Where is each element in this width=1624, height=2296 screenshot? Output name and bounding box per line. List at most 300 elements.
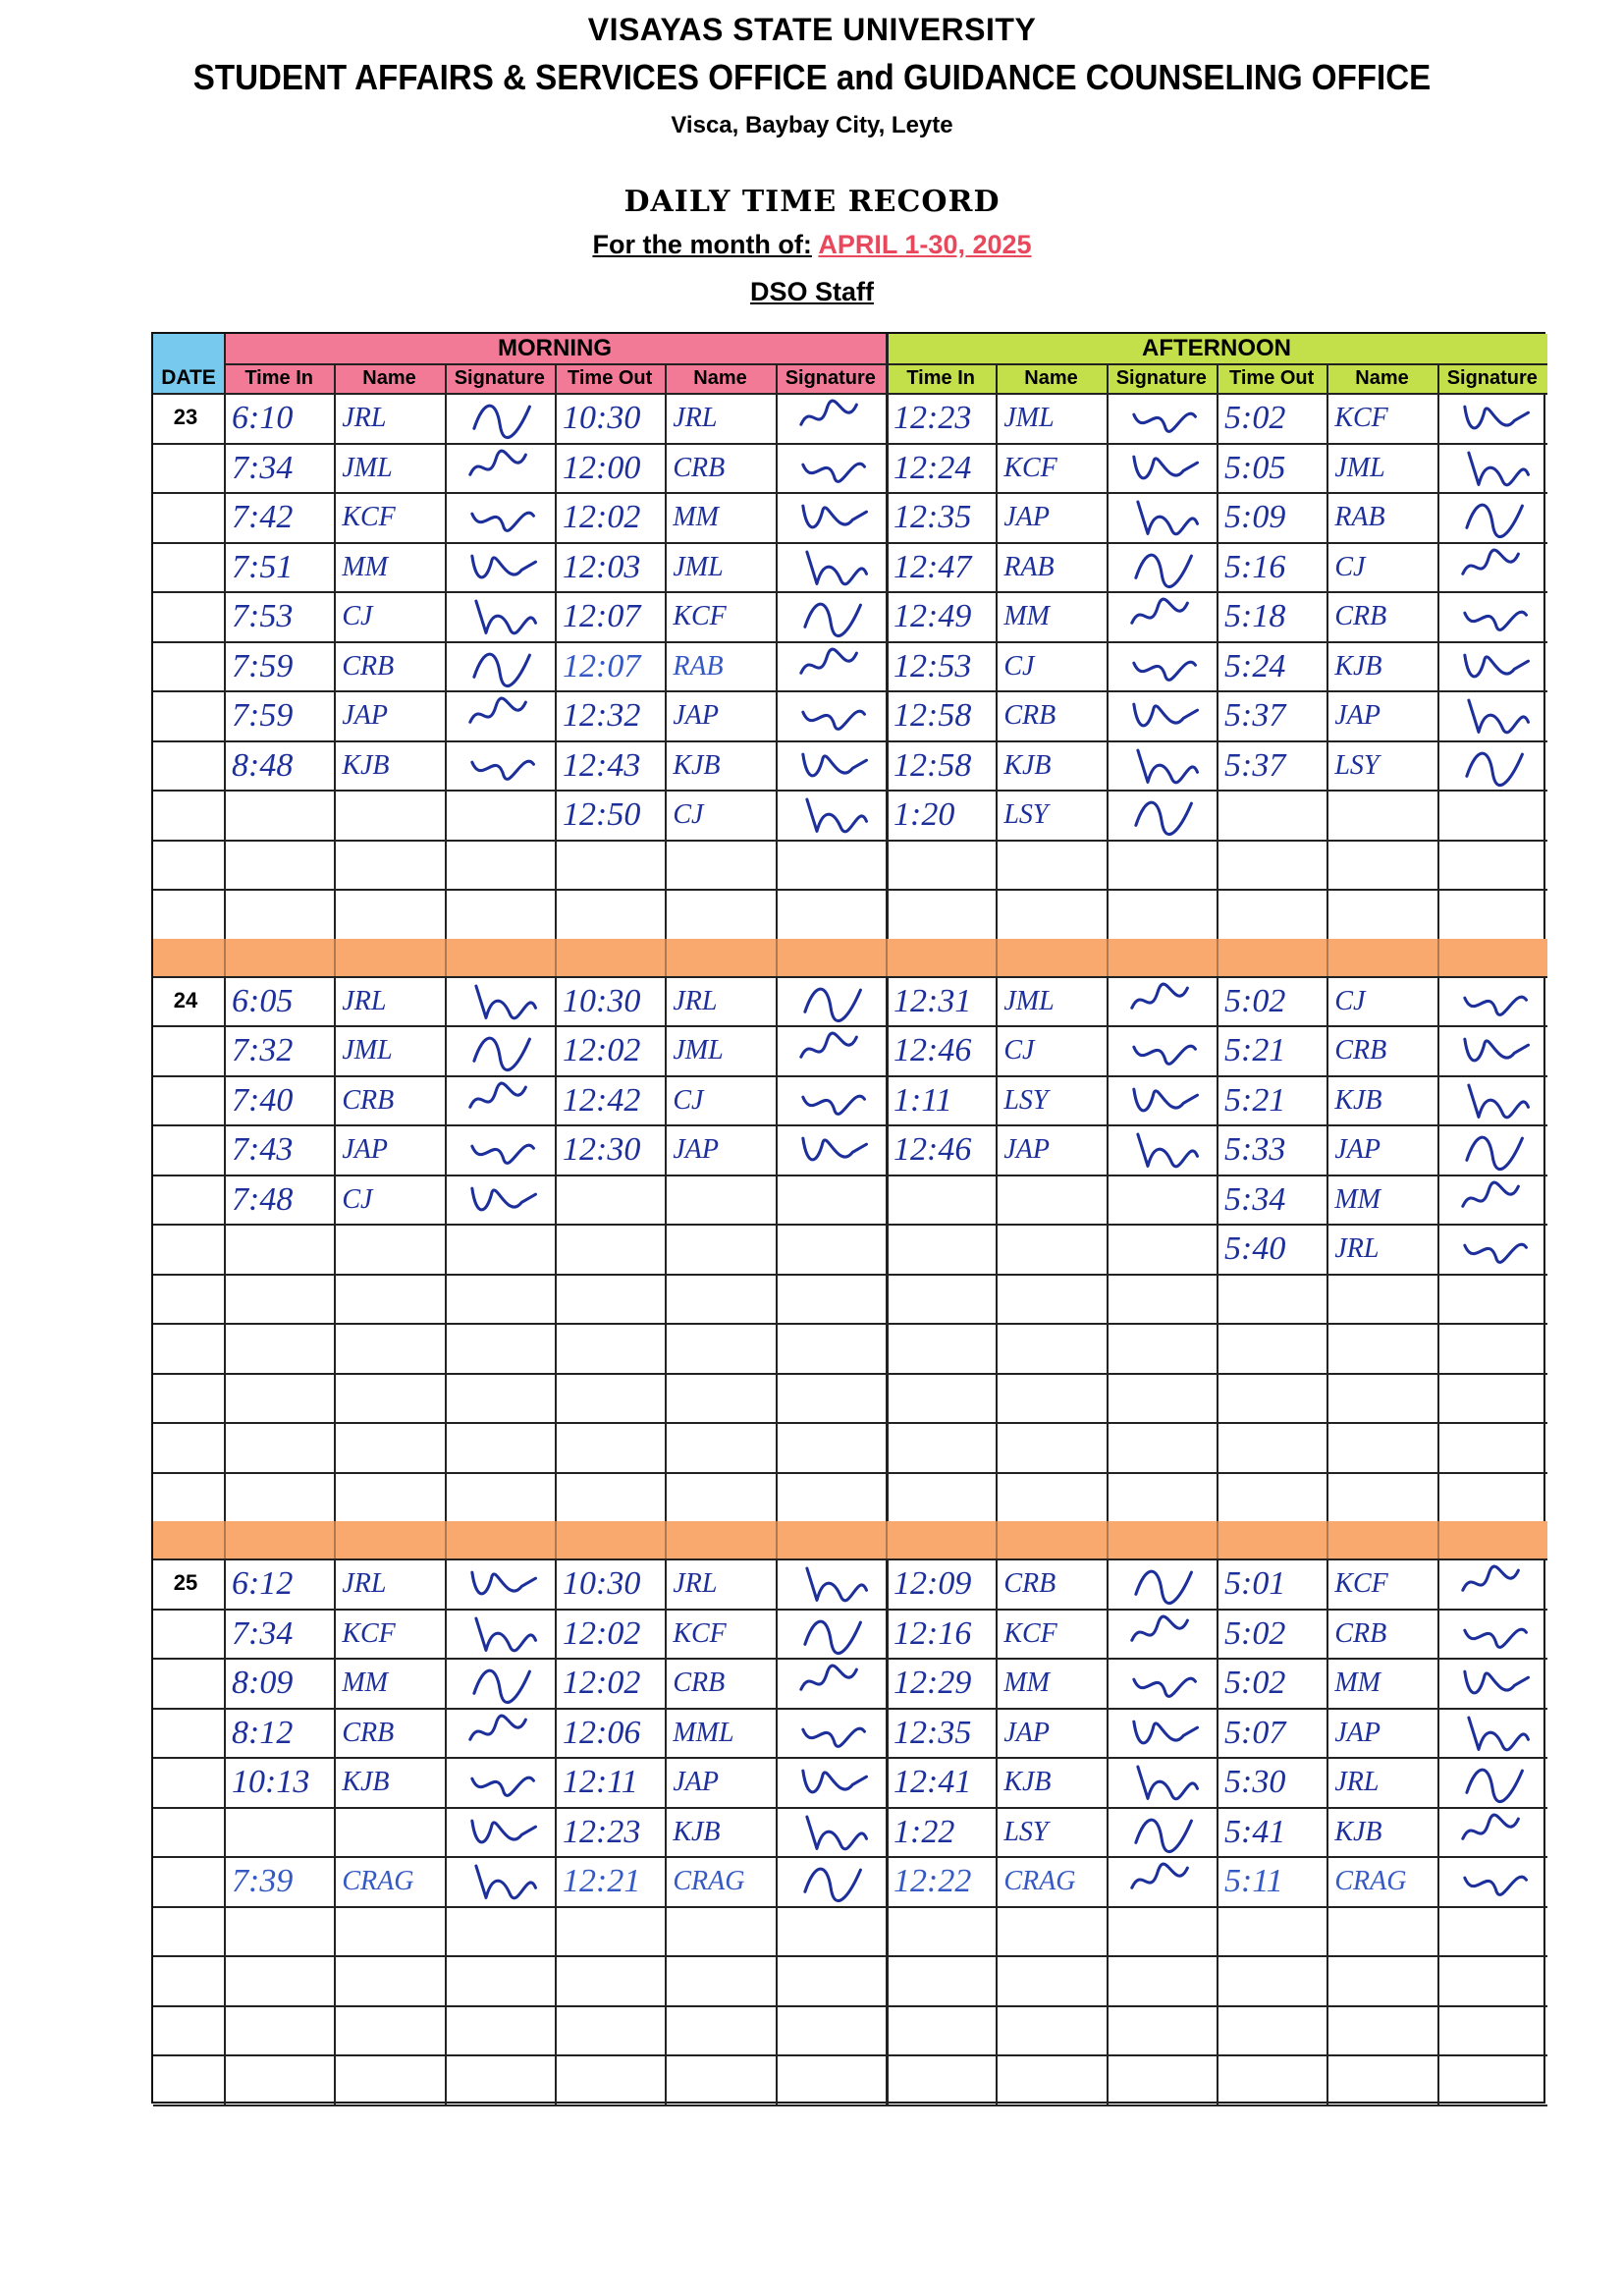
name-cell: CRAG <box>1334 1866 1407 1896</box>
column-header-4: Time Out <box>568 367 653 389</box>
time-cell: 7:40 <box>232 1081 294 1119</box>
name-cell: MM <box>1003 601 1050 631</box>
signature-mark <box>449 395 559 445</box>
name-cell: JRL <box>342 1568 387 1599</box>
name-cell: KCF <box>673 1617 727 1649</box>
time-cell: 5:16 <box>1224 548 1286 585</box>
signature-mark <box>780 445 890 495</box>
time-cell: 12:46 <box>893 1032 972 1068</box>
date-label: 23 <box>173 405 198 429</box>
name-cell: KJB <box>1003 1767 1052 1797</box>
name-cell: CJ <box>673 1084 704 1116</box>
name-cell: JRL <box>673 985 718 1016</box>
time-cell: 12:00 <box>563 449 641 486</box>
column-rule <box>886 976 889 1522</box>
date-label: 24 <box>173 987 198 1012</box>
signature-mark <box>780 593 890 643</box>
signature-mark <box>449 1027 559 1077</box>
signature-mark <box>1441 1560 1551 1611</box>
name-cell: LSY <box>1003 1084 1049 1116</box>
header-column-rule <box>665 363 667 393</box>
time-cell: 12:23 <box>893 400 972 436</box>
name-cell: CRB <box>1003 1568 1056 1599</box>
time-cell: 12:02 <box>563 499 641 535</box>
signature-mark <box>780 692 890 742</box>
name-cell: LSY <box>1334 749 1380 781</box>
column-header-6: Signature <box>785 367 876 389</box>
time-cell: 10:30 <box>563 982 641 1019</box>
time-cell: 7:32 <box>232 1032 294 1068</box>
time-cell: 5:30 <box>1224 1764 1286 1800</box>
column-header-8: Name <box>1024 367 1078 389</box>
signature-mark <box>780 742 890 793</box>
time-cell: 8:48 <box>232 746 294 784</box>
column-rule <box>1326 393 1328 939</box>
date-column-rule <box>224 976 226 1522</box>
signature-mark <box>449 643 559 693</box>
separator-rule <box>445 1521 447 1558</box>
time-cell: 12:49 <box>893 598 972 634</box>
time-cell: 7:34 <box>232 449 294 486</box>
column-rule <box>1437 976 1439 1522</box>
signature-mark <box>1110 792 1220 842</box>
signature-mark <box>1441 1126 1551 1176</box>
time-cell: 12:22 <box>893 1863 972 1899</box>
signature-mark <box>780 1126 890 1176</box>
name-cell: JML <box>342 1035 393 1066</box>
signature-mark <box>1441 1176 1551 1227</box>
name-cell: CRB <box>1334 601 1387 631</box>
signature-mark <box>1110 1611 1220 1661</box>
signature-mark <box>1441 1027 1551 1077</box>
signature-mark <box>1441 494 1551 544</box>
name-cell: CRAG <box>673 1866 745 1896</box>
name-cell: KCF <box>1334 403 1388 433</box>
date-label: 25 <box>173 1570 198 1595</box>
separator-rule <box>886 1521 888 1558</box>
header-column-rule <box>1437 363 1439 393</box>
time-cell: 10:13 <box>232 1764 310 1800</box>
time-cell: 5:18 <box>1224 598 1286 634</box>
date-column-header: DATE <box>161 366 216 389</box>
column-rule <box>665 976 667 1522</box>
time-cell: 5:37 <box>1224 697 1286 734</box>
signature-mark <box>1441 1077 1551 1127</box>
header-column-rule <box>886 334 889 393</box>
name-cell: JRL <box>673 403 718 433</box>
name-cell: KJB <box>1334 1816 1382 1847</box>
column-rule <box>886 1558 889 2105</box>
name-cell: CRB <box>1334 1617 1387 1649</box>
signature-mark <box>780 1611 890 1661</box>
signature-mark <box>1110 593 1220 643</box>
month-line <box>0 230 1624 260</box>
name-cell: KJB <box>342 1767 390 1797</box>
time-cell: 5:21 <box>1224 1032 1286 1068</box>
time-cell: 7:39 <box>232 1863 294 1899</box>
time-cell: 12:41 <box>893 1764 972 1800</box>
time-cell: 7:51 <box>232 548 294 585</box>
name-cell: JAP <box>1003 1717 1050 1748</box>
separator-rule <box>224 1521 226 1558</box>
signature-mark <box>449 1710 559 1760</box>
name-cell: KJB <box>673 749 721 781</box>
header-column-rule <box>776 363 778 393</box>
time-cell: 12:47 <box>893 548 972 585</box>
signature-mark <box>780 1710 890 1760</box>
row-rule <box>153 2105 1547 2106</box>
time-cell: 12:02 <box>563 1614 641 1652</box>
name-cell: LSY <box>1003 799 1049 830</box>
signature-mark <box>1441 643 1551 693</box>
month-label: For the month of: <box>592 230 812 259</box>
time-cell: 6:12 <box>232 1565 294 1602</box>
separator-rule <box>665 939 667 976</box>
signature-mark <box>449 1126 559 1176</box>
column-rule <box>334 976 336 1522</box>
name-cell: CRAG <box>342 1866 414 1896</box>
name-cell: MM <box>1334 1183 1380 1215</box>
separator-rule <box>334 939 336 976</box>
time-cell: 5:11 <box>1224 1863 1283 1899</box>
signature-mark <box>1110 1858 1220 1908</box>
time-cell: 8:12 <box>232 1714 294 1751</box>
signature-mark <box>780 1809 890 1859</box>
column-header-12: Signature <box>1446 367 1538 389</box>
header-column-rule <box>445 363 447 393</box>
name-cell: CJ <box>342 601 373 631</box>
column-header-9: Signature <box>1115 367 1207 389</box>
date-column-rule <box>224 1558 226 2105</box>
header-column-rule <box>555 363 557 393</box>
name-cell: CRB <box>342 650 395 682</box>
time-cell: 12:30 <box>563 1131 641 1168</box>
column-rule <box>445 976 447 1522</box>
university-name: VISAYAS STATE UNIVERSITY <box>587 12 1037 47</box>
time-cell: 5:34 <box>1224 1180 1286 1218</box>
column-rule <box>555 393 557 939</box>
table-row <box>153 840 1547 890</box>
table-row <box>153 2054 1547 2105</box>
signature-mark <box>449 494 559 544</box>
time-cell: 12:35 <box>893 499 972 535</box>
name-cell: CRB <box>342 1084 395 1116</box>
name-cell: MML <box>673 1717 734 1748</box>
time-cell: 12:06 <box>563 1714 641 1751</box>
time-cell: 5:33 <box>1224 1131 1286 1168</box>
name-cell: CJ <box>1334 985 1366 1016</box>
name-cell: JAP <box>673 700 719 731</box>
column-header-1: Time In <box>244 367 313 389</box>
time-cell: 12:21 <box>563 1863 641 1899</box>
column-rule <box>776 393 778 939</box>
time-cell: 5:40 <box>1224 1230 1286 1267</box>
name-cell: JAP <box>1003 502 1050 532</box>
name-cell: CJ <box>1003 1035 1035 1066</box>
table-row <box>153 1422 1547 1472</box>
table-row <box>153 1955 1547 2005</box>
name-cell: JRL <box>342 985 387 1016</box>
column-rule <box>665 393 667 939</box>
signature-mark <box>1110 1560 1220 1611</box>
signature-mark <box>1110 692 1220 742</box>
table-row <box>153 1323 1547 1373</box>
separator-rule <box>1217 939 1218 976</box>
column-rule <box>1107 1558 1109 2105</box>
name-cell: CRAG <box>1003 1866 1076 1896</box>
signature-mark <box>780 1660 890 1710</box>
time-cell: 12:50 <box>563 796 641 833</box>
column-rule <box>1217 1558 1218 2105</box>
column-rule <box>334 1558 336 2105</box>
time-cell: 10:30 <box>563 1565 641 1602</box>
signature-mark <box>780 544 890 594</box>
header-column-rule <box>224 334 226 393</box>
time-cell: 5:02 <box>1224 982 1286 1019</box>
signature-mark <box>449 593 559 643</box>
time-cell: 12:42 <box>563 1081 641 1119</box>
name-cell: KJB <box>1334 650 1382 682</box>
name-cell: JML <box>1003 403 1055 433</box>
signature-mark <box>1441 1710 1551 1760</box>
name-cell: JAP <box>1334 1717 1380 1748</box>
separator-rule <box>886 939 888 976</box>
time-cell: 12:02 <box>563 1032 641 1068</box>
afternoon-header: AFTERNOON <box>1142 335 1291 361</box>
date-header-cell <box>153 334 224 363</box>
signature-mark <box>1441 1809 1551 1859</box>
time-cell: 12:29 <box>893 1665 972 1701</box>
signature-mark <box>1441 1759 1551 1809</box>
name-cell: KCF <box>1003 1617 1057 1649</box>
name-cell: MM <box>673 502 719 532</box>
time-cell: 12:03 <box>563 548 641 585</box>
table-row <box>153 2005 1547 2055</box>
name-cell: LSY <box>1003 1816 1049 1847</box>
table-row <box>153 1373 1547 1423</box>
time-cell: 7:42 <box>232 499 294 535</box>
signature-mark <box>1110 1027 1220 1077</box>
column-rule <box>1437 1558 1439 2105</box>
separator-rule <box>1326 939 1328 976</box>
signature-mark <box>449 544 559 594</box>
separator-rule <box>776 939 778 976</box>
separator-rule <box>665 1521 667 1558</box>
name-cell: JAP <box>1334 1134 1380 1165</box>
time-cell: 12:35 <box>893 1714 972 1751</box>
name-cell: RAB <box>1334 502 1385 532</box>
signature-mark <box>1110 494 1220 544</box>
separator-rule <box>1437 939 1439 976</box>
table-row <box>153 1906 1547 1956</box>
name-cell: JML <box>342 452 393 483</box>
column-header-10: Time Out <box>1229 367 1315 389</box>
name-cell: JML <box>1334 452 1385 483</box>
signature-mark <box>449 1809 559 1859</box>
column-rule <box>665 1558 667 2105</box>
column-rule <box>555 976 557 1522</box>
column-rule <box>1326 976 1328 1522</box>
time-cell: 5:02 <box>1224 400 1286 436</box>
signature-mark <box>1441 1226 1551 1276</box>
name-cell: KCF <box>342 1617 396 1649</box>
name-cell: MM <box>1003 1667 1050 1698</box>
separator-rule <box>334 1521 336 1558</box>
time-cell: 7:34 <box>232 1614 294 1652</box>
name-cell: CRB <box>673 452 726 483</box>
name-cell: JAP <box>1003 1134 1050 1165</box>
time-cell: 12:23 <box>563 1813 641 1850</box>
name-cell: KCF <box>1334 1568 1388 1599</box>
time-cell: 12:31 <box>893 982 972 1019</box>
signature-mark <box>449 1176 559 1227</box>
column-rule <box>996 976 998 1522</box>
name-cell: KCF <box>673 601 727 631</box>
table-row <box>153 1472 1547 1522</box>
signature-mark <box>780 1027 890 1077</box>
signature-mark <box>449 1077 559 1127</box>
column-rule <box>334 393 336 939</box>
name-cell: KJB <box>1003 749 1052 781</box>
signature-mark <box>1110 978 1220 1028</box>
signature-mark <box>780 395 890 445</box>
signature-mark <box>449 445 559 495</box>
time-cell: 7:59 <box>232 697 294 734</box>
column-rule <box>776 976 778 1522</box>
column-header-2: Name <box>362 367 416 389</box>
time-cell: 5:09 <box>1224 499 1286 535</box>
time-cell: 5:07 <box>1224 1714 1286 1751</box>
name-cell: CJ <box>1003 650 1035 682</box>
separator-rule <box>445 939 447 976</box>
signature-mark <box>1110 742 1220 793</box>
time-cell: 12:02 <box>563 1665 641 1701</box>
column-header-5: Name <box>693 367 747 389</box>
name-cell: JML <box>673 551 724 582</box>
column-rule <box>1437 393 1439 939</box>
signature-mark <box>780 792 890 842</box>
office-name: STUDENT AFFAIRS & SERVICES OFFICE and GUIDANCE COUNSELING OFFICE <box>192 57 1432 97</box>
time-cell: 6:05 <box>232 982 294 1019</box>
time-cell: 5:02 <box>1224 1665 1286 1701</box>
time-cell: 7:59 <box>232 647 294 684</box>
name-cell: JAP <box>673 1134 719 1165</box>
time-cell: 5:37 <box>1224 746 1286 784</box>
signature-mark <box>1110 1126 1220 1176</box>
time-record-table <box>151 332 1545 2104</box>
name-cell: JRL <box>342 403 387 433</box>
signature-mark <box>780 1858 890 1908</box>
signature-mark <box>780 978 890 1028</box>
signature-mark <box>449 692 559 742</box>
signature-mark <box>449 1611 559 1661</box>
name-cell: CRB <box>342 1717 395 1748</box>
separator-rule <box>776 1521 778 1558</box>
time-cell: 5:41 <box>1224 1813 1286 1850</box>
separator-rule <box>996 1521 998 1558</box>
signature-mark <box>449 1560 559 1611</box>
name-cell: MM <box>342 551 388 582</box>
name-cell: KCF <box>342 502 396 532</box>
name-cell: JRL <box>1334 1767 1380 1797</box>
column-rule <box>1217 976 1218 1522</box>
column-rule <box>445 393 447 939</box>
name-cell: CJ <box>342 1183 373 1215</box>
time-cell: 7:43 <box>232 1131 294 1168</box>
signature-mark <box>1441 692 1551 742</box>
signature-mark <box>449 1660 559 1710</box>
header-column-rule <box>334 363 336 393</box>
name-cell: CJ <box>1334 551 1366 582</box>
name-cell: RAB <box>1003 551 1055 582</box>
time-cell: 5:05 <box>1224 449 1286 486</box>
time-cell: 7:53 <box>232 598 294 634</box>
signature-mark <box>780 643 890 693</box>
signature-mark <box>1441 978 1551 1028</box>
name-cell: CRB <box>1334 1035 1387 1066</box>
time-cell: 5:24 <box>1224 647 1286 684</box>
header-column-rule <box>996 363 998 393</box>
separator-rule <box>555 939 557 976</box>
signature-mark <box>1441 1611 1551 1661</box>
signature-mark <box>1441 1858 1551 1908</box>
name-cell: JRL <box>673 1568 718 1599</box>
signature-mark <box>1441 395 1551 445</box>
separator-rule <box>224 939 226 976</box>
name-cell: KCF <box>1003 452 1057 483</box>
time-cell: 1:22 <box>893 1813 955 1850</box>
table-row <box>153 889 1547 939</box>
signature-mark <box>449 1858 559 1908</box>
signature-mark <box>1441 544 1551 594</box>
staff-label: DSO Staff <box>749 277 874 306</box>
signature-mark <box>1441 445 1551 495</box>
signature-mark <box>1441 742 1551 793</box>
signature-mark <box>1110 1809 1220 1859</box>
signature-mark <box>780 1077 890 1127</box>
column-rule <box>996 393 998 939</box>
time-cell: 10:30 <box>563 400 641 436</box>
name-cell: JRL <box>1334 1233 1380 1264</box>
name-cell: JAP <box>673 1767 719 1797</box>
column-rule <box>886 393 889 939</box>
name-cell: CJ <box>673 799 704 830</box>
separator-rule <box>1107 939 1109 976</box>
column-rule <box>1326 1558 1328 2105</box>
name-cell: MM <box>342 1667 388 1698</box>
column-rule <box>1107 976 1109 1522</box>
month-value: APRIL 1-30, 2025 <box>818 230 1032 259</box>
name-cell: RAB <box>673 650 724 682</box>
name-cell: KJB <box>342 749 390 781</box>
name-cell: JAP <box>342 700 388 731</box>
signature-mark <box>1110 395 1220 445</box>
column-rule <box>1107 393 1109 939</box>
morning-header: MORNING <box>498 335 612 361</box>
column-header-11: Name <box>1355 367 1409 389</box>
column-rule <box>555 1558 557 2105</box>
signature-mark <box>780 494 890 544</box>
office-location: Visca, Baybay City, Leyte <box>671 112 953 138</box>
table-row <box>153 1274 1547 1324</box>
time-cell: 12:16 <box>893 1614 972 1652</box>
signature-mark <box>449 742 559 793</box>
separator-rule <box>1326 1521 1328 1558</box>
time-cell: 12:11 <box>563 1764 638 1800</box>
signature-mark <box>1110 643 1220 693</box>
name-cell: KJB <box>1334 1084 1382 1116</box>
separator-rule <box>1217 1521 1218 1558</box>
